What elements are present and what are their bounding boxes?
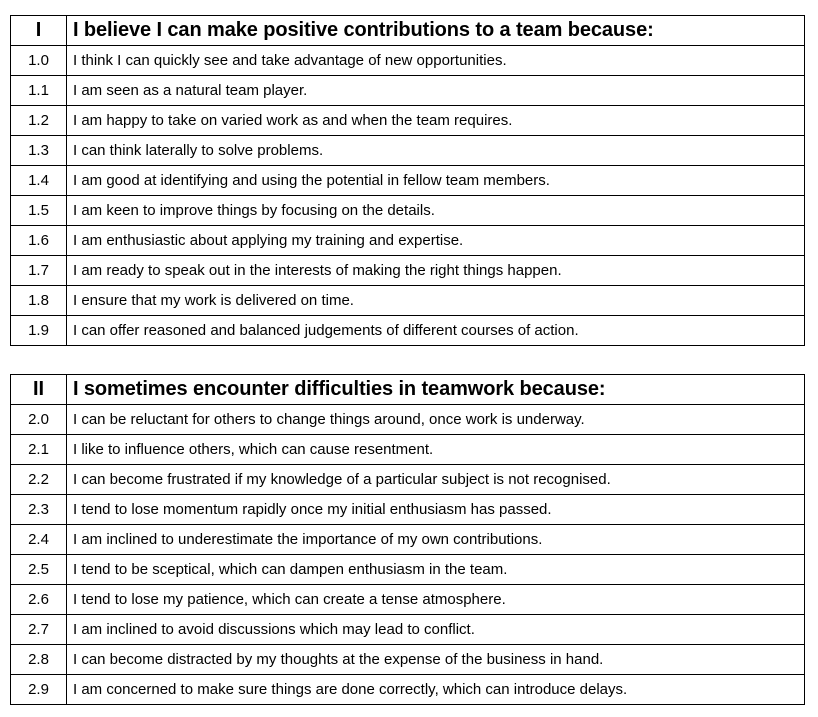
- item-statement: I ensure that my work is delivered on time.: [67, 286, 805, 316]
- table-row: [11, 495, 805, 525]
- table-row: [11, 196, 805, 226]
- item-statement: I tend to lose momentum rapidly once my initial enthusiasm has passed.: [67, 495, 805, 525]
- item-statement: I think I can quickly see and take advantage of new opportunities.: [67, 46, 805, 76]
- table-header-row: [11, 16, 805, 46]
- table-row: [11, 316, 805, 346]
- item-statement: I am inclined to avoid discussions which may lead to conflict.: [67, 615, 805, 645]
- table-row: [11, 46, 805, 76]
- difficulties-table: [10, 374, 805, 705]
- table-row: [11, 675, 805, 705]
- table-row: [11, 525, 805, 555]
- section-numeral: I: [11, 16, 67, 46]
- item-number: 1.2: [11, 106, 67, 136]
- table-row: [11, 555, 805, 585]
- table-row: [11, 106, 805, 136]
- table-row: [11, 435, 805, 465]
- item-number: 2.6: [11, 585, 67, 615]
- item-number: 2.0: [11, 405, 67, 435]
- table-row: [11, 256, 805, 286]
- item-number: 1.0: [11, 46, 67, 76]
- table-row: [11, 286, 805, 316]
- item-statement: I am concerned to make sure things are done correctly, which can introduce delays.: [67, 675, 805, 705]
- table-row: [11, 585, 805, 615]
- item-number: 1.8: [11, 286, 67, 316]
- item-statement: I am ready to speak out in the interests of making the right things happen.: [67, 256, 805, 286]
- item-statement: I am happy to take on varied work as and when the team requires.: [67, 106, 805, 136]
- item-statement: I tend to lose my patience, which can create a tense atmosphere.: [67, 585, 805, 615]
- item-statement: I can become frustrated if my knowledge of a particular subject is not recognised.: [67, 465, 805, 495]
- item-number: 1.4: [11, 166, 67, 196]
- table-row: [11, 166, 805, 196]
- item-statement: I am good at identifying and using the potential in fellow team members.: [67, 166, 805, 196]
- item-statement: I am seen as a natural team player.: [67, 76, 805, 106]
- table-row: [11, 76, 805, 106]
- item-statement: I like to influence others, which can cause resentment.: [67, 435, 805, 465]
- item-statement: I can think laterally to solve problems.: [67, 136, 805, 166]
- item-statement: I am keen to improve things by focusing on the details.: [67, 196, 805, 226]
- table-row: [11, 136, 805, 166]
- item-statement: I am inclined to underestimate the importance of my own contributions.: [67, 525, 805, 555]
- table-row: [11, 465, 805, 495]
- item-number: 1.5: [11, 196, 67, 226]
- item-number: 1.9: [11, 316, 67, 346]
- item-number: 1.3: [11, 136, 67, 166]
- item-number: 1.1: [11, 76, 67, 106]
- item-number: 2.5: [11, 555, 67, 585]
- section-heading: I believe I can make positive contributions to a team because:: [67, 16, 805, 46]
- table-row: [11, 645, 805, 675]
- item-number: 2.4: [11, 525, 67, 555]
- table-row: [11, 405, 805, 435]
- table-row: [11, 615, 805, 645]
- contributions-table: [10, 15, 805, 346]
- section-numeral: II: [11, 375, 67, 405]
- item-number: 2.1: [11, 435, 67, 465]
- item-number: 2.3: [11, 495, 67, 525]
- item-statement: I am enthusiastic about applying my training and expertise.: [67, 226, 805, 256]
- table-row: [11, 226, 805, 256]
- item-statement: I can be reluctant for others to change things around, once work is underway.: [67, 405, 805, 435]
- section-heading: I sometimes encounter difficulties in teamwork because:: [67, 375, 805, 405]
- item-statement: I can offer reasoned and balanced judgements of different courses of action.: [67, 316, 805, 346]
- item-statement: I tend to be sceptical, which can dampen enthusiasm in the team.: [67, 555, 805, 585]
- item-number: 2.7: [11, 615, 67, 645]
- item-number: 1.7: [11, 256, 67, 286]
- item-number: 2.9: [11, 675, 67, 705]
- item-number: 2.2: [11, 465, 67, 495]
- table-header-row: [11, 375, 805, 405]
- item-number: 2.8: [11, 645, 67, 675]
- item-statement: I can become distracted by my thoughts at the expense of the business in hand.: [67, 645, 805, 675]
- item-number: 1.6: [11, 226, 67, 256]
